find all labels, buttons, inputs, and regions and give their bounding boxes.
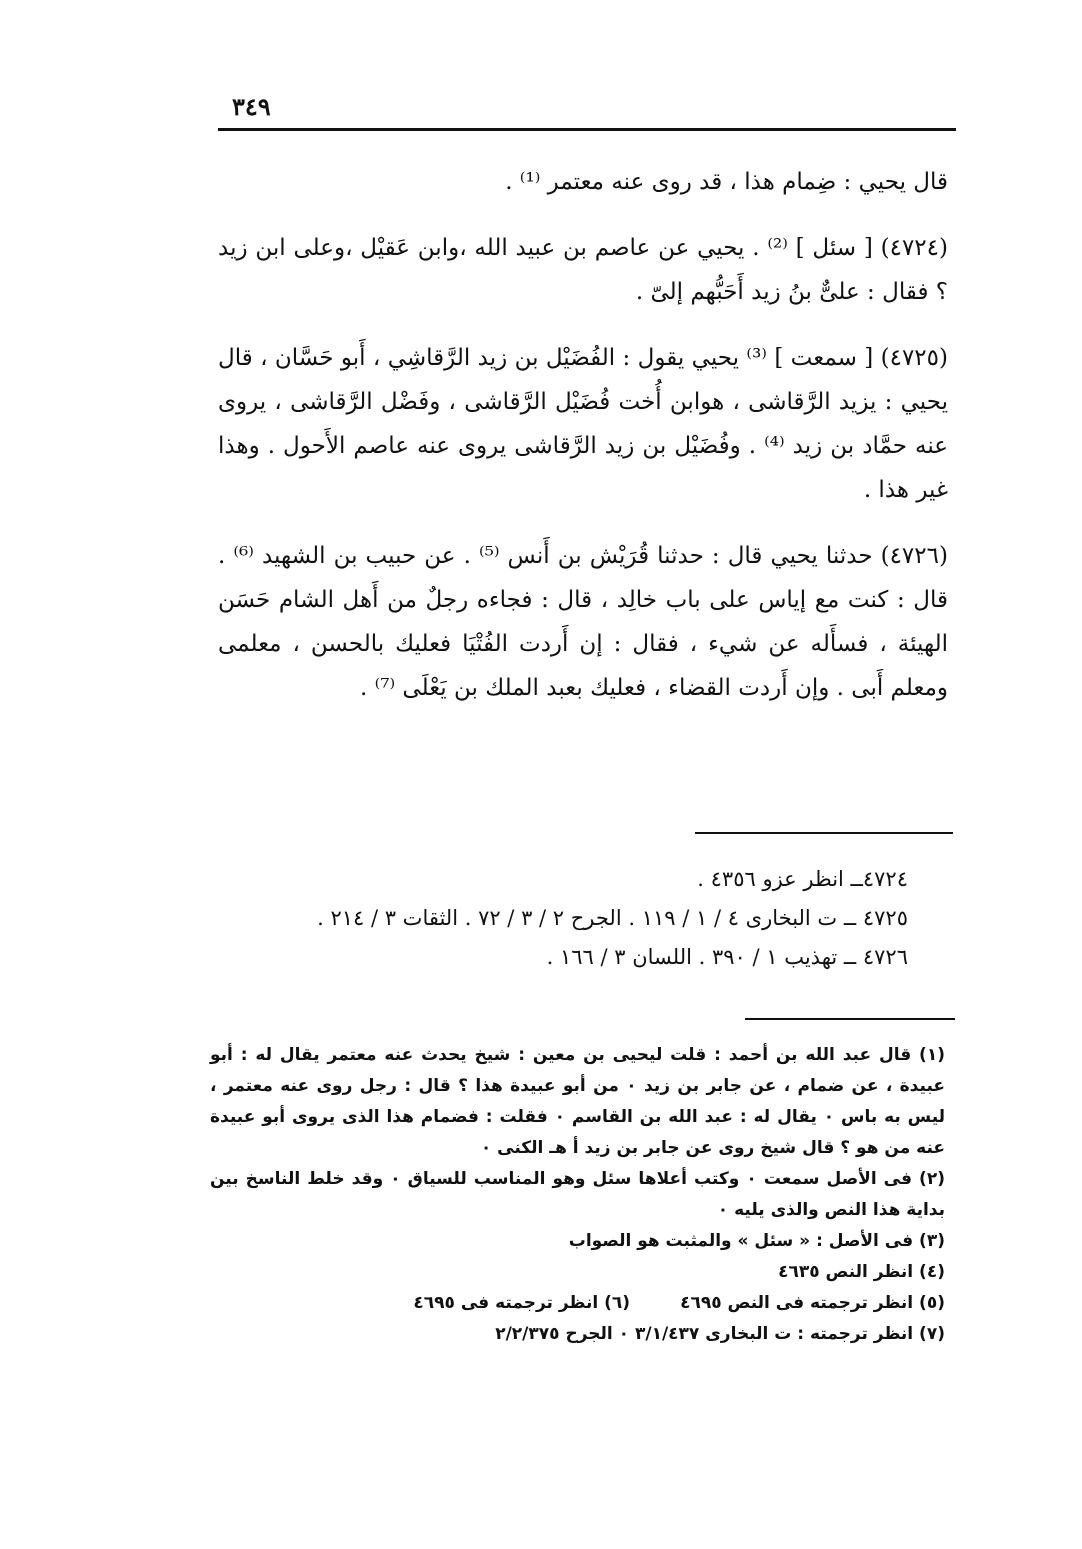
header-rule: [218, 128, 956, 131]
footnote-row-5-6: [210, 1288, 945, 1319]
paragraph-4726: (٤٧٢٦) حدثنا يحيي قال : حدثنا قُرَيْش بن أَنس ⁽⁵⁾ . عن حبيب بن الشهيد ⁽⁶⁾ . قال : كنت مع إياس على باب خالِد ، قال : فجاءه رجلٌ من أَهل الشام حَسَن الهيئة ، فسأَله عن شيء ، فقال : إن أَردت الفُتْيَا فعليك بالحسن ، معلمى ومعلم أَبى . وإن أَردت القضاء ، فعليك بعبد الملك بن يَعْلَى ⁽⁷⁾ .: [218, 543, 948, 701]
footnote-7: (٧) انظر ترجمته : ت البخارى ٣/١/٤٣٧ ٠ الجرح ٢/٢/٣٧٥: [495, 1324, 945, 1344]
footnote-4: (٤) انظر النص ٤٦٣٥: [778, 1262, 945, 1282]
references: [218, 860, 908, 977]
footnote-6: (٦) انظر ترجمته فى ٤٦٩٥: [413, 1293, 631, 1313]
paragraph-4725: (٤٧٢٥) [ سمعت ] ⁽³⁾ يحيي يقول : الفُضَيْل بن زيد الرَّقاشِي ، أَبو حَسَّان ، قال يحيي : يزيد الرَّقاشى ، هوابن أُخت فُضَيْل الرَّقاشى ، وفَضْل الرَّقاشى ، يروى عنه حمَّاد بن زيد ⁽⁴⁾ . وفُضَيْل بن زيد الرَّقاشى يروى عنه عاصم الأَحول . وهذا غير هذا .: [218, 345, 948, 503]
main-text: [218, 160, 948, 732]
paragraph-4724: (٤٧٢٤) [ سئل ] ⁽²⁾ . يحيي عن عاصم بن عبيد الله ،وابن عَقيْل ،وعلى ابن زيد ؟ فقال : علىٌّ بنُ زيد أَحَبُّهم إلىّ .: [218, 235, 948, 305]
footnote-5: (٥) انظر ترجمته فى النص ٤٦٩٥: [680, 1293, 945, 1313]
reference-4725: ٤٧٢٥ ــ ت البخارى ٤ / ١ / ١١٩ . الجرح ٢ / ٣ / ٧٢ . الثقات ٣ / ٢١٤ .: [317, 906, 908, 930]
footnotes-rule: [745, 1018, 955, 1020]
footnote-1: (١) قال عبد الله بن أحمد : قلت ليحيى بن معين : شيخ يحدث عنه معتمر يقال له : أبو عبيدة ، عن ضمام ، عن جابر بن زيد ٠ من أبو عبيدة هذا ؟ قال : رجل روى عنه معتمر ، ليس به باس ٠ يقال له : عبد الله بن القاسم ٠ فقلت : فضمام هذا الذى يروى أبو عبيدة عنه من هو ؟ قال شيخ روى عن جابر بن زيد أ هـ الكنى ٠: [210, 1045, 946, 1158]
reference-4726: ٤٧٢٦ ــ تهذيب ١ / ٣٩٠ . اللسان ٣ / ١٦٦ .: [546, 945, 908, 969]
footnote-2: (٢) فى الأصل سمعت ٠ وكتب أعلاها سئل وهو المناسب للسياق ٠ وقد خلط الناسخ بين بداية هذا النص والذى يليه ٠: [210, 1169, 945, 1220]
reference-4724: ٤٧٢٤ــ انظر عزو ٤٣٥٦ .: [697, 867, 908, 891]
paragraph-intro: قال يحيي : ضِمام هذا ، قد روى عنه معتمر ⁽¹⁾ .: [505, 169, 948, 195]
footnote-3: (٣) فى الأصل : « سئل » والمثبت هو الصواب: [568, 1231, 945, 1251]
footnotes: [210, 1040, 945, 1350]
references-rule: [695, 832, 953, 834]
page-number: ٣٤٩: [232, 92, 271, 121]
